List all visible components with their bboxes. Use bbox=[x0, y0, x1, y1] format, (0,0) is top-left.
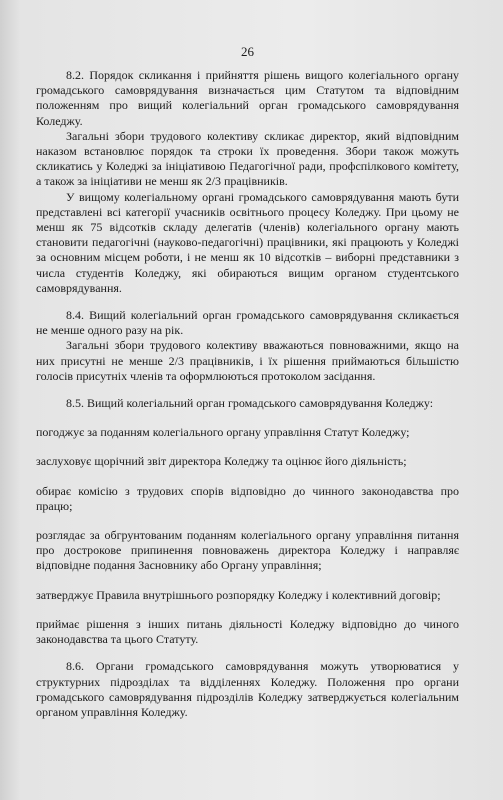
section-8-6 bbox=[36, 659, 459, 720]
paragraph: Загальні збори трудового колективу скликає директор, який відповідним наказом встановлює порядок та строки їх проведення. Збори також можуть скликатись у Коледжі за ініціативою Педагогічної ради, профспілкового комітету, а також за ініціативи не менш як 2/3 працівників. bbox=[36, 128, 459, 189]
page-number: 26 bbox=[241, 44, 254, 59]
list-item: погоджує за поданням колегіального органу управління Статут Коледжу; bbox=[36, 425, 410, 440]
paragraph: 8.4. Вищий колегіальний орган громадського самоврядування скликається не менше одного разу на рік. bbox=[36, 308, 459, 338]
paragraph: Загальні збори трудового колективу вважаються повноважними, якщо на них присутні не менше 2/3 працівників, і їх рішення приймаються більшістю голосів присутніх членів та оформлюються протоколом засідання. bbox=[36, 338, 459, 383]
section-8-2 bbox=[36, 68, 459, 296]
section-8-4 bbox=[36, 308, 459, 384]
paragraph: 8.2. Порядок скликання і прийняття рішень вищого колегіального органу громадського самоврядування визначається цим Статутом та відповідним положенням про вищий колегіальний орган громадського самоврядування Коледжу. bbox=[36, 68, 459, 128]
section-8-5 bbox=[36, 396, 459, 647]
paragraph: У вищому колегіальному органі громадського самоврядування мають бути представлені всі категорії учасників освітнього процесу Коледжу. При цьому не менш як 75 відсотків складу делегатів (членів) колегіального органу мають становити педагогічні (науково-педагогічні) працівники, які працюють у Коледжі за основним місцем роботи, і не менш як 10 відсотків – виборні представники з числа студентів Коледжу, які обираються вищим органом студентського самоврядування. bbox=[36, 189, 459, 295]
list-item: затверджує Правила внутрішнього розпорядку Коледжу і колективний договір; bbox=[36, 587, 441, 602]
list-item: заслуховує щорічний звіт директора Коледжу та оцінює його діяльність; bbox=[36, 454, 407, 469]
list-item: приймає рішення з інших питань діяльності Коледжу відповідно до чиного законодавства та цього Статуту. bbox=[36, 616, 459, 647]
list-item: розглядає за обгрунтованим поданням колегіального органу управління питання про дострокове припинення повноважень директора Коледжу і направляє відповідне подання Засновнику або Органу управління; bbox=[36, 528, 459, 573]
paragraph: 8.6. Органи громадського самоврядування можуть утворюватися у структурних підрозділах та відділеннях Коледжу. Положення про органи громадського самоврядування підрозділів Коледжу затверджується колегіальним органом управління Коледжу. bbox=[36, 659, 459, 719]
list-item: обирає комісію з трудових спорів відповідно до чинного законодавства про працю; bbox=[36, 483, 459, 513]
section-heading: 8.5. Вищий колегіальний орган громадського самоврядування Коледжу: bbox=[66, 396, 434, 411]
